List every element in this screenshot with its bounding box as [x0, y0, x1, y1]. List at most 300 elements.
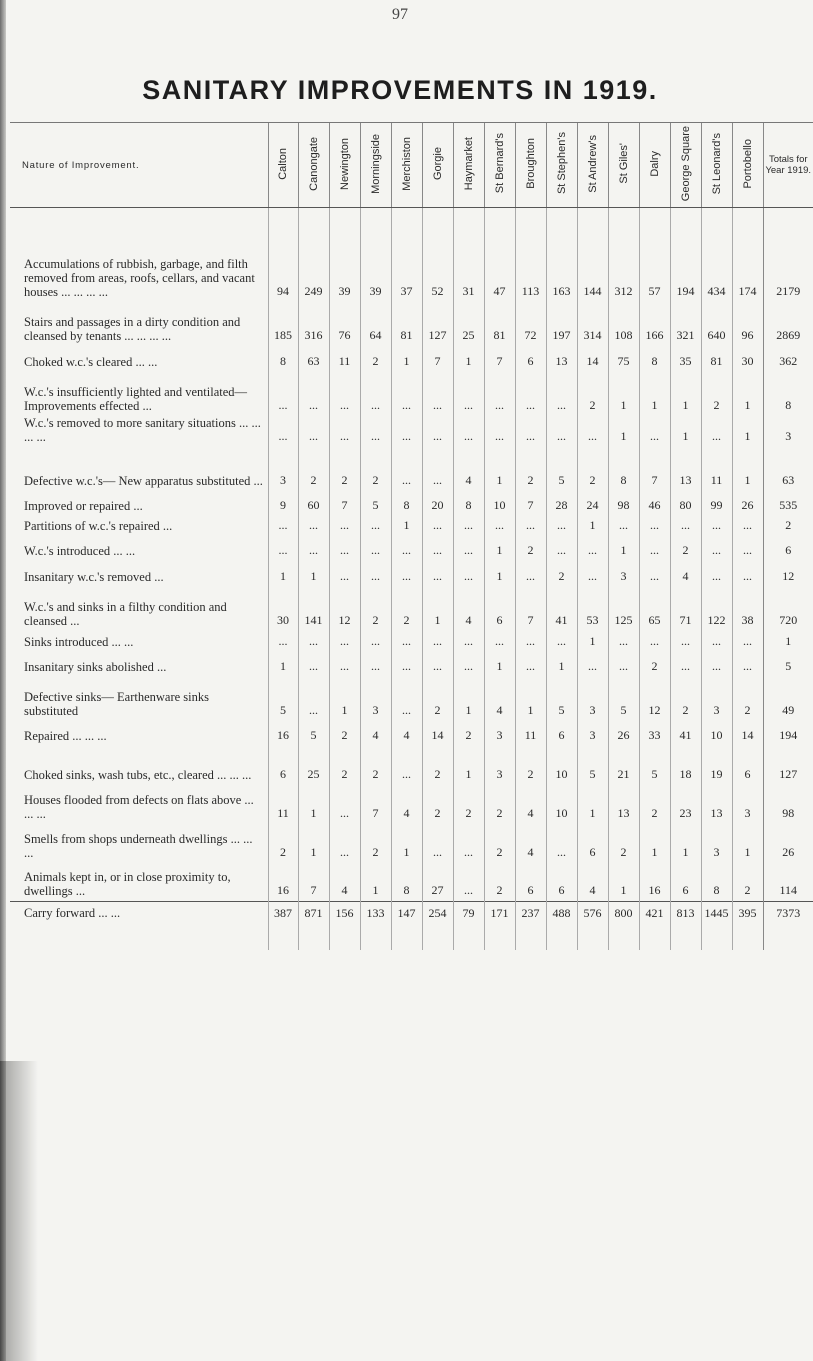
ward-value: 1	[732, 372, 763, 416]
ward-value: 1	[268, 561, 298, 587]
ward-value: 13	[608, 785, 639, 824]
ward-value: 10	[701, 721, 732, 746]
ward-value: 194	[670, 208, 701, 302]
ward-value: ...	[453, 631, 484, 652]
ward-header: Portobello	[732, 123, 763, 208]
ward-value: 12	[329, 587, 360, 631]
ward-value: 6	[484, 587, 515, 631]
ward-value: 25	[453, 302, 484, 346]
row-label: Stairs and passages in a dirty condition and cleansed by tenants ... ... ... ...	[24, 314, 241, 343]
table-row	[10, 631, 813, 652]
ward-value: ...	[329, 416, 360, 447]
ward-value: 2	[422, 677, 453, 721]
ward-value: ...	[732, 561, 763, 587]
ward-value: ...	[422, 824, 453, 863]
ward-value: ...	[360, 536, 391, 561]
ward-value: 7	[484, 346, 515, 372]
ward-value: 10	[484, 491, 515, 516]
ward-value: 6	[546, 721, 577, 746]
ward-value: 1	[329, 677, 360, 721]
totals-header: Totals for Year 1919.	[763, 123, 813, 208]
ward-value: 800	[608, 902, 639, 950]
ward-value: ...	[422, 516, 453, 536]
ward-value: 8	[608, 447, 639, 491]
ward-value: 3	[577, 721, 608, 746]
ward-value: 144	[577, 208, 608, 302]
ward-value: 174	[732, 208, 763, 302]
ward-value: ...	[422, 561, 453, 587]
ward-value: 2	[515, 447, 546, 491]
row-total: 98	[763, 785, 813, 824]
ward-value: 16	[268, 863, 298, 902]
ward-value: 2	[360, 824, 391, 863]
ward-value: ...	[422, 447, 453, 491]
ward-value: 5	[639, 746, 670, 785]
ward-value: 2	[670, 677, 701, 721]
table-row	[10, 447, 813, 491]
ward-value: 41	[546, 587, 577, 631]
ward-value: ...	[453, 516, 484, 536]
ward-value: 163	[546, 208, 577, 302]
ward-value: 813	[670, 902, 701, 950]
ward-value: ...	[268, 372, 298, 416]
ward-value: 2	[577, 447, 608, 491]
ward-value: ...	[391, 746, 422, 785]
ward-value: 5	[608, 677, 639, 721]
ward-value: 1	[391, 346, 422, 372]
ward-value: 8	[268, 346, 298, 372]
ward-value: ...	[391, 447, 422, 491]
ward-value: ...	[329, 785, 360, 824]
ward-value: 127	[422, 302, 453, 346]
ward-value: 3	[484, 721, 515, 746]
ward-value: 3	[484, 746, 515, 785]
ward-value: 1	[577, 631, 608, 652]
ward-value: 2	[732, 863, 763, 902]
row-label: Choked sinks, wash tubs, etc., cleared ... ... ...	[24, 767, 252, 782]
ward-value: 1	[608, 863, 639, 902]
ward-value: 3	[360, 677, 391, 721]
row-total: 2179	[763, 208, 813, 302]
table-row	[10, 208, 813, 302]
ward-value: 26	[732, 491, 763, 516]
ward-value: 2	[484, 785, 515, 824]
ward-value: 395	[732, 902, 763, 950]
ward-header: Morningside	[360, 123, 391, 208]
ward-value: 1	[360, 863, 391, 902]
ward-value: 6	[577, 824, 608, 863]
row-total: 5	[763, 652, 813, 677]
ward-value: 4	[329, 863, 360, 902]
ward-header: St Andrew's	[577, 123, 608, 208]
ward-value: ...	[515, 516, 546, 536]
ward-value: ...	[546, 824, 577, 863]
ward-header: Gorgie	[422, 123, 453, 208]
ward-value: 16	[639, 863, 670, 902]
ward-value: ...	[422, 652, 453, 677]
ward-value: 52	[422, 208, 453, 302]
row-label: Accumulations of rubbish, garbage, and filth removed from areas, roofs, cellars, and vacant houses ... ... ... ...	[24, 256, 255, 299]
ward-value: 11	[701, 447, 732, 491]
ward-value: 1	[391, 516, 422, 536]
ward-value: ...	[453, 824, 484, 863]
row-label: Repaired ... ... ...	[24, 728, 107, 743]
ward-value: ...	[298, 516, 329, 536]
ward-value: 14	[422, 721, 453, 746]
ward-value: 2	[484, 824, 515, 863]
ward-value: 249	[298, 208, 329, 302]
ward-value: 2	[701, 372, 732, 416]
ward-value: 1	[639, 824, 670, 863]
ward-value: ...	[268, 631, 298, 652]
ward-value: ...	[422, 372, 453, 416]
ward-header: St Bernard's	[484, 123, 515, 208]
ward-value: 113	[515, 208, 546, 302]
ward-value: 5	[546, 677, 577, 721]
ward-value: ...	[608, 652, 639, 677]
ward-value: 7	[298, 863, 329, 902]
ward-value: 65	[639, 587, 670, 631]
ward-value: 1	[608, 416, 639, 447]
ward-value: ...	[453, 536, 484, 561]
ward-value: ...	[608, 631, 639, 652]
page-number: 97	[392, 6, 408, 23]
row-label: W.c.'s introduced ... ...	[24, 543, 136, 558]
ward-value: 108	[608, 302, 639, 346]
ward-value: 2	[639, 652, 670, 677]
table-row	[10, 587, 813, 631]
ward-value: 80	[670, 491, 701, 516]
ward-value: 14	[732, 721, 763, 746]
ward-value: 2	[298, 447, 329, 491]
ward-header: Haymarket	[453, 123, 484, 208]
ward-value: 2	[360, 746, 391, 785]
ward-value: 2	[329, 721, 360, 746]
ward-value: ...	[546, 516, 577, 536]
ward-value: ...	[701, 416, 732, 447]
ward-value: 6	[546, 863, 577, 902]
ward-value: 19	[701, 746, 732, 785]
row-total: 7373	[763, 902, 813, 950]
ward-value: ...	[268, 536, 298, 561]
ward-value: ...	[329, 631, 360, 652]
table-row	[10, 785, 813, 824]
ward-header: Broughton	[515, 123, 546, 208]
ward-value: 171	[484, 902, 515, 950]
ward-value: 1	[391, 824, 422, 863]
ward-value: 1	[608, 536, 639, 561]
ward-header: Calton	[268, 123, 298, 208]
ward-value: ...	[484, 516, 515, 536]
row-total: 2	[763, 516, 813, 536]
ward-value: 1	[732, 416, 763, 447]
ward-value: ...	[298, 372, 329, 416]
ward-value: ...	[484, 631, 515, 652]
ward-value: 197	[546, 302, 577, 346]
ward-value: 39	[360, 208, 391, 302]
ward-value: 640	[701, 302, 732, 346]
ward-value: 1	[732, 447, 763, 491]
ward-value: 2	[546, 561, 577, 587]
ward-value: 387	[268, 902, 298, 950]
page-shadow	[0, 1061, 38, 1361]
ward-value: 30	[268, 587, 298, 631]
ward-value: 75	[608, 346, 639, 372]
ward-value: 3	[732, 785, 763, 824]
ward-value: 1	[484, 536, 515, 561]
ward-value: 99	[701, 491, 732, 516]
ward-value: 5	[298, 721, 329, 746]
ward-value: 8	[391, 491, 422, 516]
ward-value: ...	[639, 536, 670, 561]
ward-value: 7	[515, 587, 546, 631]
ward-header: Dalry	[639, 123, 670, 208]
ward-value: ...	[391, 652, 422, 677]
ward-value: 3	[701, 677, 732, 721]
ward-value: 30	[732, 346, 763, 372]
ward-value: 1	[453, 677, 484, 721]
row-total: 2869	[763, 302, 813, 346]
row-label: Smells from shops underneath dwellings ... ... ...	[24, 831, 253, 860]
ward-header: Canongate	[298, 123, 329, 208]
ward-value: ...	[422, 416, 453, 447]
ward-value: 13	[546, 346, 577, 372]
ward-value: 2	[515, 746, 546, 785]
ward-value: ...	[329, 516, 360, 536]
table-row	[10, 536, 813, 561]
ward-value: 7	[329, 491, 360, 516]
ward-value: 4	[360, 721, 391, 746]
ward-value: ...	[360, 561, 391, 587]
ward-value: 1	[670, 416, 701, 447]
ward-value: 1	[298, 785, 329, 824]
ward-value: ...	[453, 416, 484, 447]
table-row	[10, 677, 813, 721]
page-title: SANITARY IMPROVEMENTS IN 1919.	[142, 75, 658, 105]
ward-value: 24	[577, 491, 608, 516]
row-total: 12	[763, 561, 813, 587]
ward-value: ...	[670, 631, 701, 652]
ward-value: 2	[329, 447, 360, 491]
ward-value: 166	[639, 302, 670, 346]
table-body	[10, 208, 813, 950]
ward-value: 1	[298, 561, 329, 587]
ward-value: 8	[391, 863, 422, 902]
ward-value: 20	[422, 491, 453, 516]
ward-value: 321	[670, 302, 701, 346]
ward-value: 141	[298, 587, 329, 631]
ward-value: 60	[298, 491, 329, 516]
ward-value: 4	[515, 824, 546, 863]
ward-value: 2	[360, 346, 391, 372]
ward-value: 421	[639, 902, 670, 950]
row-label: Carry forward ... ...	[10, 902, 268, 950]
ward-value: 1	[670, 372, 701, 416]
ward-value: 5	[268, 677, 298, 721]
table-row	[10, 302, 813, 346]
ward-value: 312	[608, 208, 639, 302]
row-label: W.c.'s removed to more sanitary situations ... ... ... ...	[24, 415, 261, 444]
ward-header: St Leonard's	[701, 123, 732, 208]
row-total: 3	[763, 416, 813, 447]
row-total: 49	[763, 677, 813, 721]
ward-value: 2	[422, 785, 453, 824]
table-row	[10, 652, 813, 677]
ward-value: ...	[515, 631, 546, 652]
ward-value: ...	[515, 372, 546, 416]
ward-value: 434	[701, 208, 732, 302]
ward-value: ...	[701, 561, 732, 587]
header-row	[10, 123, 813, 208]
ward-value: 4	[577, 863, 608, 902]
row-total: 8	[763, 372, 813, 416]
table-row	[10, 863, 813, 902]
ward-value: ...	[329, 372, 360, 416]
ward-value: ...	[268, 516, 298, 536]
ward-value: 6	[670, 863, 701, 902]
table-row	[10, 721, 813, 746]
row-label: Houses flooded from defects on flats above ... ... ...	[24, 792, 254, 821]
table-row	[10, 746, 813, 785]
ward-value: 1	[577, 785, 608, 824]
row-label: Partitions of w.c.'s repaired ...	[24, 518, 173, 533]
ward-value: 1	[453, 346, 484, 372]
row-total: 720	[763, 587, 813, 631]
ward-header: Merchiston	[391, 123, 422, 208]
sanitary-improvements-table	[10, 122, 813, 950]
ward-value: ...	[268, 416, 298, 447]
ward-value: ...	[453, 561, 484, 587]
ward-value: 27	[422, 863, 453, 902]
ward-value: 8	[453, 491, 484, 516]
row-total: 194	[763, 721, 813, 746]
row-label: W.c.'s insufficiently lighted and ventilated— Improvements effected ...	[24, 384, 248, 413]
row-label: Choked w.c.'s cleared ... ...	[24, 354, 158, 369]
ward-value: 2	[515, 536, 546, 561]
ward-value: 156	[329, 902, 360, 950]
ward-value: 7	[422, 346, 453, 372]
ward-value: 8	[639, 346, 670, 372]
ward-value: 2	[391, 587, 422, 631]
ward-value: ...	[360, 631, 391, 652]
ward-value: ...	[360, 416, 391, 447]
ward-value: 1	[577, 516, 608, 536]
ward-value: 1	[608, 372, 639, 416]
ward-value: 2	[484, 863, 515, 902]
ward-value: 38	[732, 587, 763, 631]
row-label: Defective sinks— Earthenware sinks substituted	[24, 689, 210, 718]
ward-value: 1	[453, 746, 484, 785]
ward-value: 1	[484, 447, 515, 491]
ward-value: 8	[701, 863, 732, 902]
ward-header: Newington	[329, 123, 360, 208]
ward-value: 7	[515, 491, 546, 516]
ward-value: 28	[546, 491, 577, 516]
ward-value: 13	[670, 447, 701, 491]
ward-value: 1	[268, 652, 298, 677]
ward-value: 33	[639, 721, 670, 746]
ward-value: 3	[608, 561, 639, 587]
ward-value: 2	[360, 587, 391, 631]
ward-value: ...	[670, 652, 701, 677]
ward-value: ...	[360, 652, 391, 677]
ward-value: 2	[268, 824, 298, 863]
ward-value: 79	[453, 902, 484, 950]
ward-value: 1	[484, 652, 515, 677]
ward-value: 4	[391, 721, 422, 746]
ward-value: ...	[484, 372, 515, 416]
table-row	[10, 372, 813, 416]
ward-value: ...	[732, 652, 763, 677]
ward-value: 4	[515, 785, 546, 824]
ward-value: 7	[360, 785, 391, 824]
ward-value: 81	[484, 302, 515, 346]
ward-value: ...	[298, 536, 329, 561]
row-label: Improved or repaired ...	[24, 498, 143, 513]
ward-value: 1	[484, 561, 515, 587]
row-total: 127	[763, 746, 813, 785]
ward-value: ...	[639, 416, 670, 447]
ward-value: 76	[329, 302, 360, 346]
ward-value: ...	[391, 416, 422, 447]
ward-value: 2	[577, 372, 608, 416]
row-label: Insanitary w.c.'s removed ...	[24, 569, 164, 584]
ward-value: ...	[515, 652, 546, 677]
ward-value: 7	[639, 447, 670, 491]
ward-value: 94	[268, 208, 298, 302]
ward-value: ...	[298, 677, 329, 721]
ward-value: 10	[546, 785, 577, 824]
ward-value: ...	[515, 561, 546, 587]
ward-value: 10	[546, 746, 577, 785]
ward-value: 185	[268, 302, 298, 346]
row-total: 63	[763, 447, 813, 491]
ward-value: ...	[453, 863, 484, 902]
ward-value: 2	[329, 746, 360, 785]
ward-value: 4	[670, 561, 701, 587]
ward-value: ...	[546, 631, 577, 652]
ward-value: ...	[391, 561, 422, 587]
ward-value: ...	[639, 561, 670, 587]
ward-value: 4	[391, 785, 422, 824]
row-label: Sinks introduced ... ...	[24, 634, 134, 649]
row-label: Defective w.c.'s— New apparatus substituted ...	[24, 473, 263, 488]
ward-value: 21	[608, 746, 639, 785]
ward-value: ...	[639, 516, 670, 536]
ward-value: 2	[453, 785, 484, 824]
row-total: 362	[763, 346, 813, 372]
table-row	[10, 346, 813, 372]
table-row	[10, 416, 813, 447]
table-row	[10, 902, 813, 950]
ward-value: 133	[360, 902, 391, 950]
ward-value: 125	[608, 587, 639, 631]
table-row	[10, 824, 813, 863]
ward-value: ...	[577, 536, 608, 561]
nature-header: Nature of Improvement.	[10, 123, 268, 208]
row-total: 114	[763, 863, 813, 902]
ward-value: ...	[329, 561, 360, 587]
ward-value: ...	[360, 516, 391, 536]
ward-value: ...	[391, 536, 422, 561]
ward-value: 11	[329, 346, 360, 372]
ward-value: 11	[268, 785, 298, 824]
table-row	[10, 561, 813, 587]
ward-value: ...	[329, 652, 360, 677]
ward-value: 41	[670, 721, 701, 746]
ward-value: ...	[360, 372, 391, 416]
ward-value: 3	[577, 677, 608, 721]
